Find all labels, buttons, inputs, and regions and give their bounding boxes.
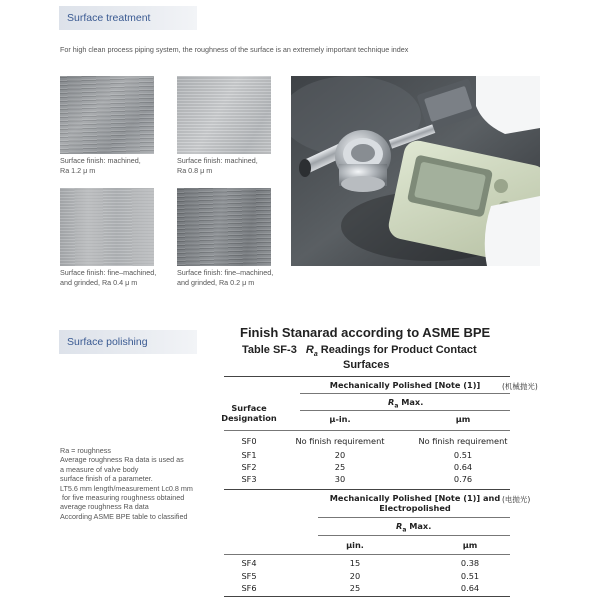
intro-text: For high clean process piping system, the roughness of the surface is an extremely important technique index	[60, 45, 409, 54]
table-row-uin: 20	[334, 450, 346, 460]
table-rule-bottom	[224, 596, 510, 597]
table-row-um: 0.64	[460, 583, 480, 593]
table-row-um: 0.51	[453, 450, 473, 460]
table-row-um: No finish requirement	[418, 436, 508, 446]
surface-sample-image-4	[177, 188, 271, 266]
table-row-uin: 30	[334, 474, 346, 484]
sample-caption-1: Surface finish: machined, Ra 1.2 μ m	[60, 156, 141, 175]
table-title: Finish Stanarad according to ASME BPE	[240, 325, 491, 340]
section2-heading: Mechanically Polished [Note (1)] and Electropolished	[329, 493, 501, 513]
surface-sample-image-2	[177, 76, 271, 154]
table-row-um: 0.51	[460, 571, 480, 581]
section1-rule-2	[300, 410, 510, 411]
section2-unit-um: μm	[462, 540, 478, 550]
section1-unit-um: μm	[455, 414, 471, 424]
sample-caption-3: Surface finish: fine–machined, and grinded, Ra 0.4 μ m	[60, 268, 157, 287]
section2-rule-2	[318, 535, 510, 536]
table-row-designation: SF0	[241, 436, 257, 446]
table-row-designation: SF4	[241, 558, 257, 568]
section1-unit-uin: μ-in.	[329, 414, 351, 424]
section-header-surface-polishing: Surface polishing	[59, 330, 197, 354]
table-rule-top	[224, 376, 510, 377]
section1-cn-note: (机械抛光)	[502, 382, 538, 391]
section1-ra-max: $R_a$ Max.	[388, 397, 424, 410]
table-row-designation: SF5	[241, 571, 257, 581]
table-row-designation: SF3	[241, 474, 257, 484]
table-row-uin: No finish requirement	[295, 436, 385, 446]
sample-caption-2: Surface finish: machined, Ra 0.8 μ m	[177, 156, 258, 175]
section2-rule-top	[224, 489, 510, 490]
table-subtitle: Table SF-3 $R_a$ Readings for Product Contact	[242, 344, 477, 359]
section2-rule-3	[224, 554, 510, 555]
table-row-uin: 15	[349, 558, 361, 568]
table-subtitle-line2: Surfaces	[343, 359, 390, 371]
section-header-surface-treatment: Surface treatment	[59, 6, 197, 30]
table-row-um: 0.38	[460, 558, 480, 568]
table-row-um: 0.76	[453, 474, 473, 484]
table-row-designation: SF1	[241, 450, 257, 460]
section2-cn-note: (电抛光)	[502, 495, 531, 504]
section1-rule-3	[224, 430, 510, 431]
section2-ra-max: $R_a$ Max.	[396, 521, 432, 534]
surface-designation-label: Surface Designation	[221, 403, 277, 423]
surface-sample-image-3	[60, 188, 154, 266]
section1-rule-1	[300, 393, 510, 394]
section1-heading: Mechanically Polished [Note (1)]	[329, 380, 481, 390]
sample-caption-4: Surface finish: fine–machined, and grinded, Ra 0.2 μ m	[177, 268, 274, 287]
roughness-tester-photo	[291, 76, 540, 266]
section2-unit-uin: μin.	[346, 540, 364, 550]
roughness-notes: Ra = roughness Average roughness Ra data is used as a measure of valve body surface finish of a parameter. LT5.6 mm length/measurement Lc0.8 mm for five measuring roughness obtained average roughness Ra data According ASME BPE table to classified	[60, 446, 193, 521]
section2-rule-1	[318, 517, 510, 518]
table-row-designation: SF6	[241, 583, 257, 593]
surface-sample-image-1	[60, 76, 154, 154]
table-row-uin: 25	[334, 462, 346, 472]
table-row-uin: 20	[349, 571, 361, 581]
table-row-designation: SF2	[241, 462, 257, 472]
table-row-um: 0.64	[453, 462, 473, 472]
table-row-uin: 25	[349, 583, 361, 593]
